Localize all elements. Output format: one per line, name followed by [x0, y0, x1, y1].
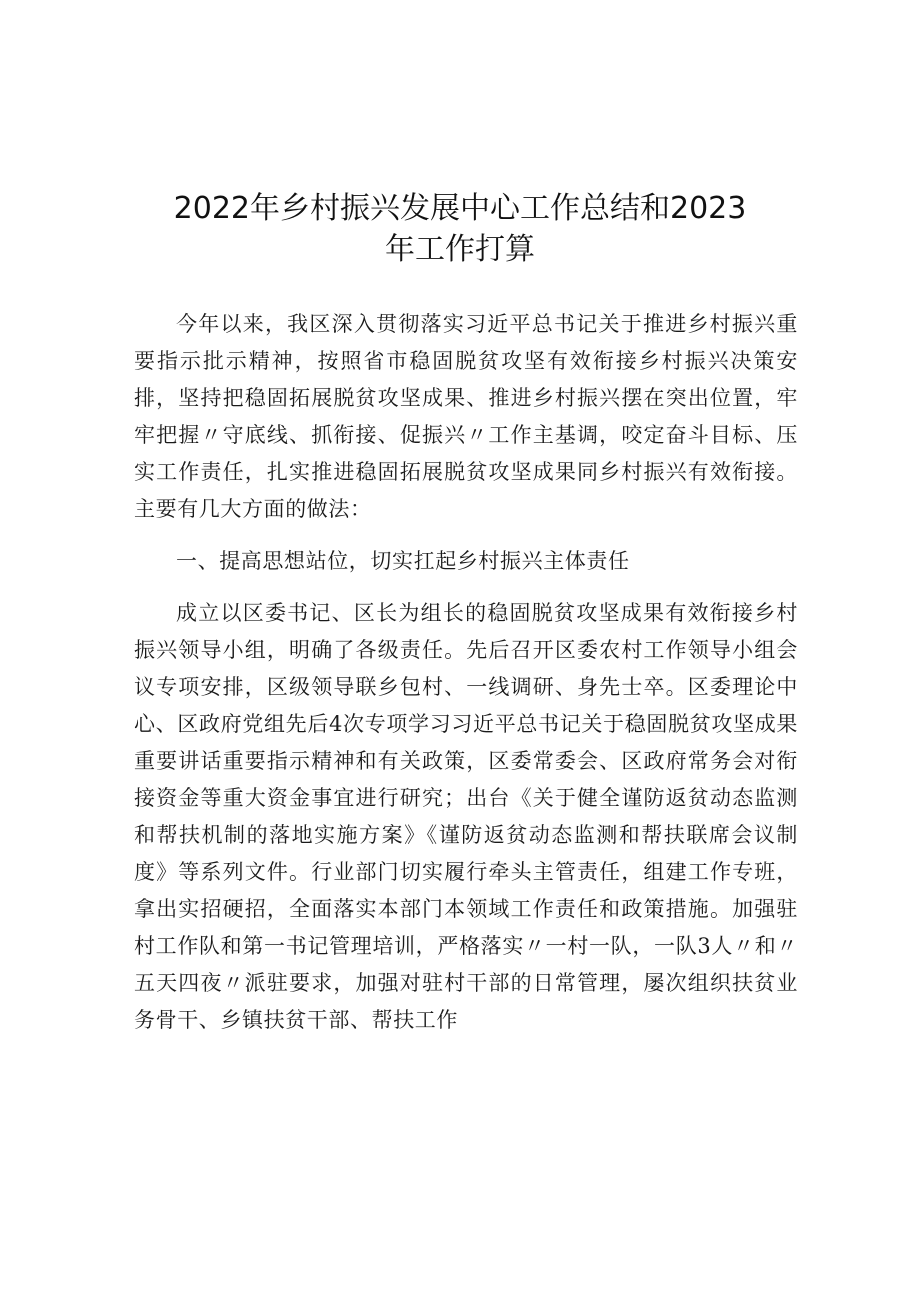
title-line-2: 年工作打算 [385, 232, 535, 267]
intro-paragraph: 今年以来，我区深入贯彻落实习近平总书记关于推进乡村振兴重要指示批示精神，按照省市稳固脱贫攻坚有效衔接乡村振兴决策安排，坚持把稳固拓展脱贫攻坚成果、推进乡村振兴摆在突出位置，牢牢把握〃守底线、抓衔接、促振兴〃工作主基调，咬定奋斗目标、压实工作责任，扎实推进稳固拓展脱贫攻坚成果同乡村振兴有效衔接。主要有几大方面的做法： [134, 312, 798, 521]
document-title [130, 188, 790, 270]
title-line-1: 2022年乡村振兴发展中心工作总结和2023 [173, 191, 747, 226]
body-paragraph: 成立以区委书记、区长为组长的稳固脱贫攻坚成果有效衔接乡村振兴领导小组，明确了各级责任。先后召开区委农村工作领导小组会议专项安排，区级领导联乡包村、一线调研、身先士卒。区委理论中心、区政府党组先后4次专项学习习近平总书记关于稳固脱贫攻坚成果重要讲话重要指示精神和有关政策，区委常委会、区政府常务会对衔接资金等重大资金事宜进行研究；出台《关于健全谨防返贫动态监测和帮扶机制的落地实施方案》《谨防返贫动态监测和帮扶联席会议制度》等系列文件。行业部门切实履行牵头主管责任，组建工作专班，拿出实招硬招，全面落实本部门本领域工作责任和政策措施。加强驻村工作队和第一书记管理培训，严格落实〃一村一队，一队3人〃和〃五天四夜〃派驻要求，加强对驻村干部的日常管理，屡次组织扶贫业务骨干、乡镇扶贫干部、帮扶工作 [134, 601, 798, 1032]
section-heading: 一、提高思想站位，切实扛起乡村振兴主体责任 [176, 549, 630, 573]
document-body [134, 306, 798, 1039]
